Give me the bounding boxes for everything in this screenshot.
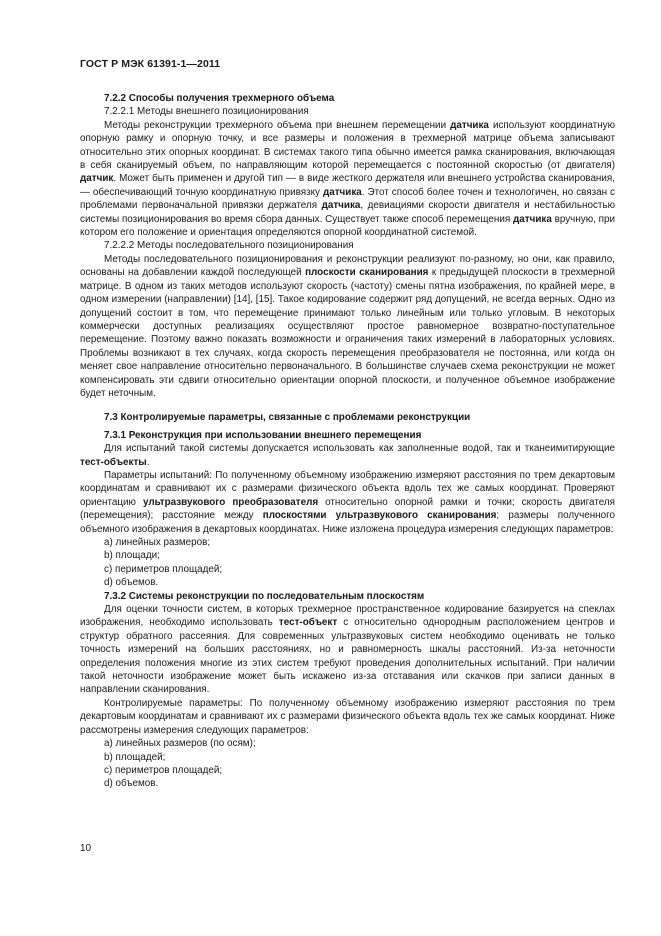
paragraph: Для оценки точности систем, в которых трехмерное пространственное кодирование базируется на спеклах изображения, необходимо использовать тест-объект с относительно однородным расположением центров и структур обратного рассеяния. Для современных ультразвуковых систем необходимо оценивать не только точность измерений на больших расстояниях, но и равномерность шкалы расстояний. Из-за неточности определения положения многие из этих систем требуют проведения дополнительных испытаний. При наличии такой неточности изображение может быть искажено из-за отставания или скачков при записи данных в направлении сканирования.: [80, 604, 615, 696]
list-item: d) объемов.: [104, 577, 159, 589]
page-number: 10: [80, 843, 92, 854]
list-item: a) линейных размеров;: [104, 537, 211, 548]
list-item: c) периметров площадей;: [104, 563, 223, 575]
list-item: c) периметров площадей;: [104, 764, 223, 776]
paragraph: Для испытаний такой системы допускается использовать как заполненные водой, так и тканеимитирующие тест-объекты.: [80, 443, 615, 468]
subsection-heading: 7.2.2.2 Методы последовательного позиционирования: [104, 240, 354, 252]
document-header: ГОСТ Р МЭК 61391-1—2011: [80, 58, 221, 70]
paragraph: Параметры испытаний: По полученному объемному изображению измеряют расстояния по трем декартовым координатам и сравнивают их с размерами физического объекта вдоль тех же самых координат. Проверяют ориентацию ультразвукового преобразователя относительно опорной рамки и точки; скорость двигателя (перемещения); расстояние между плоскостями ультразвукового сканирования; размеры полученного объемного изображения в декартовых координатах. Ниже изложена процедура измерения следующих параметров:: [80, 469, 615, 535]
section-heading: 7.3.1 Реконструкция при использовании внешнего перемещения: [104, 429, 422, 441]
paragraph: Методы реконструкции трехмерного объема при внешнем перемещении датчика используют координатную опорную рамку и опорную точку, и все размеры и положения в трехмерной матрице объема записывают относительно этих опорных координат. В системах такого типа обычно имеется рамка сканирования, включающая в себя сканируемый объем, по направляющим которой перемещается с постоянной скоростью (от двигателя) датчик. Может быть применен и другой тип — в виде жесткого держателя или внешнего устройства сканирования, — обеспечивающий точную координатную привязку датчика. Этот способ более точен и технологичен, но связан с проблемами первоначальной привязки держателя датчика, девиациями скорости двигателя и нестабильностью системы позиционирования во время сбора данных. Существует также способ перемещения датчика вручную, при котором его положение и ориентация определяются опорной координатной системой.: [80, 119, 615, 239]
subsection-heading: 7.2.2.1 Методы внешнего позиционирования: [104, 106, 309, 118]
list-item: b) площади;: [104, 550, 160, 562]
paragraph: Методы последовательного позиционирования и реконструкции реализуют по-разному, но они, как правило, основаны на добавлении каждой последующей плоскости сканирования к предыдущей плоскости в трехмерной матрице. В одном из таких методов используют скорость (частоту) смены пятна изображения, по крайней мере, в одном измерении (направлении) [14], [15]. Такое кодирование содержит ряд допущений, не всегда верных. Одно из допущений состоит в том, что перемещение принимают только линейным или только угловым. В некоторых коммерчески доступных реализациях осуществляют простое равномерное возвратно-поступательное перемещение. Поэтому важно показать возможности и ограничения таких измерений в лабораторных условиях. Проблемы возникают в тех случаях, когда скорость перемещения преобразователя не постоянна, или когда он меняет свое направление относительно первоначального. В большинстве случаев схема реконструкции не может компенсировать эти сдвиги относительно ориентации опорной плоскости, и полученное объемное изображение будет неточным.: [80, 253, 615, 399]
section-heading: 7.3 Контролируемые параметры, связанные с проблемами реконструкции: [104, 412, 471, 424]
list-item: d) объемов.: [104, 778, 159, 790]
paragraph: Контролируемые параметры: По полученному объемному изображению измеряют расстояния по трем декартовым координатам и сравнивают их с размерами физического объекта вдоль тех же самых координат. Ниже рассмотрены измерения следующих параметров:: [80, 697, 615, 736]
section-heading: 7.3.2 Системы реконструкции по последовательным плоскостям: [104, 590, 425, 602]
list-item: b) площадей;: [104, 751, 166, 763]
section-heading: 7.2.2 Способы получения трехмерного объема: [104, 93, 335, 104]
document-body: [80, 92, 615, 791]
list-item: a) линейных размеров (по осям);: [104, 738, 256, 750]
